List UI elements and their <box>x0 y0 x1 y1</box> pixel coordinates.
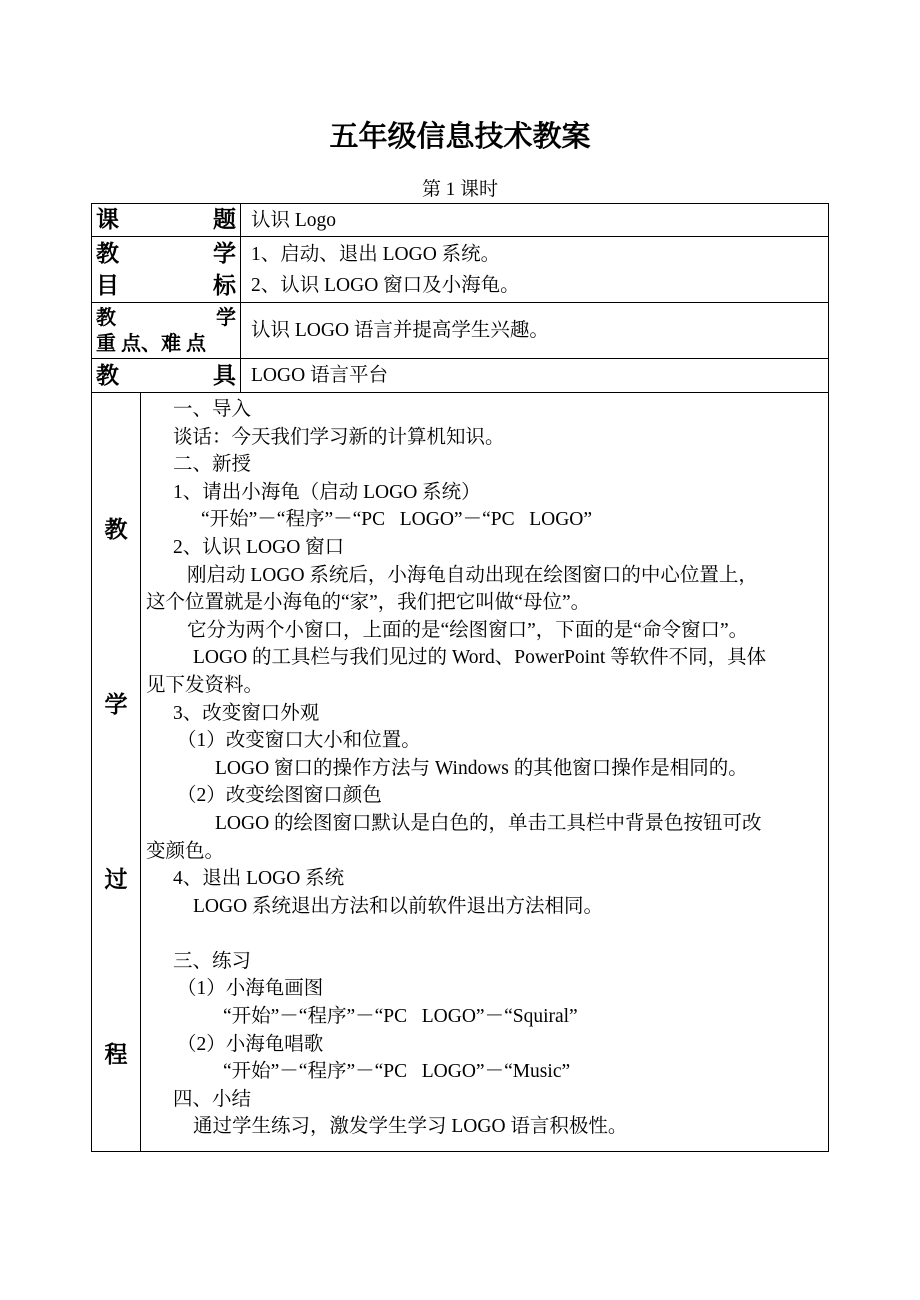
topic-value: 认识 Logo <box>241 204 829 237</box>
process-line: （2）改变绘图窗口颜色 <box>177 785 382 807</box>
process-line: 4、退出 LOGO 系统 <box>173 868 345 890</box>
tools-row <box>92 359 829 393</box>
process-line: LOGO 窗口的操作方法与 Windows 的其他窗口操作是相同的。 <box>215 757 748 779</box>
topic-label <box>92 204 241 237</box>
process-cell <box>92 393 829 1152</box>
label-char: 具 <box>213 362 236 388</box>
label-char: 过 <box>104 867 128 892</box>
lesson-number: 第 1 课时 <box>421 179 498 200</box>
label-char: 题 <box>213 207 236 232</box>
process-line: LOGO 的工具栏与我们见过的 Word、PowerPoint 等软件不同，具体 <box>193 647 767 669</box>
process-line: 变颜色。 <box>146 840 225 862</box>
process-line: 刚启动 LOGO 系统后，小海龟自动出现在绘图窗口的中心位置上， <box>187 564 758 586</box>
process-label <box>92 393 141 1151</box>
goals-value <box>241 237 829 303</box>
process-line: 3、改变窗口外观 <box>173 702 320 724</box>
process-line: （1）改变窗口大小和位置。 <box>177 730 421 752</box>
topic-row <box>92 204 829 237</box>
process-line: 四、小结 <box>173 1088 252 1110</box>
process-line: （2）小海龟唱歌 <box>177 1033 324 1055</box>
label-char: 教 <box>104 517 128 542</box>
label-char: 程 <box>104 1042 128 1067</box>
process-line: 这个位置就是小海龟的“家”，我们把它叫做“母位”。 <box>146 592 591 614</box>
process-line: （1）小海龟画图 <box>177 978 324 1000</box>
process-line: LOGO 的绘图窗口默认是白色的，单击工具栏中背景色按钮可改 <box>215 812 762 834</box>
label-char: 目 <box>96 272 119 298</box>
process-line: 二、新授 <box>173 454 252 476</box>
process-line: 1、请出小海龟（启动 LOGO 系统） <box>173 481 481 503</box>
process-line: 见下发资料。 <box>146 674 264 696</box>
label-char: 标 <box>213 272 236 298</box>
tools-label <box>92 359 241 393</box>
process-row <box>92 393 829 1152</box>
label-char: 课 <box>96 207 119 232</box>
process-line: 三、练习 <box>173 950 252 972</box>
label-char: 教 <box>96 240 119 266</box>
process-line: 一、导入 <box>173 399 252 420</box>
key-points-label <box>92 303 241 359</box>
tools-value: LOGO 语言平台 <box>241 359 829 393</box>
key-points-value: 认识 LOGO 语言并提高学生兴趣。 <box>241 303 829 359</box>
process-line: “开始”－“程序”－“PC LOGO”－“Squiral” <box>223 1006 578 1028</box>
document-title: 五年级信息技术教案 <box>329 121 591 153</box>
process-line: 它分为两个小窗口，上面的是“绘图窗口”，下面的是“命令窗口”。 <box>187 619 749 641</box>
process-content <box>141 396 828 1141</box>
process-line: 2、认识 LOGO 窗口 <box>173 536 345 558</box>
goal-item: 2、认识 LOGO 窗口及小海龟。 <box>251 274 520 296</box>
label-char: 学 <box>104 692 128 717</box>
goal-item: 1、启动、退出 LOGO 系统。 <box>251 243 501 265</box>
process-line: “开始”－“程序”－“PC LOGO”－“Music” <box>223 1061 571 1083</box>
label-char: 教 <box>96 362 119 388</box>
process-line: “开始”－“程序”－“PC LOGO”－“PC LOGO” <box>201 509 593 531</box>
label-text: 重 点、难 点 <box>96 332 206 355</box>
goals-row <box>92 237 829 303</box>
label-char: 教 <box>96 306 116 329</box>
label-char: 学 <box>213 240 236 266</box>
process-line: 通过学生练习，激发学生学习 LOGO 语言积极性。 <box>193 1116 628 1138</box>
process-line: 谈话：今天我们学习新的计算机知识。 <box>173 426 505 448</box>
goals-label <box>92 237 241 303</box>
process-line: LOGO 系统退出方法和以前软件退出方法相同。 <box>193 895 604 917</box>
label-char: 学 <box>216 306 236 329</box>
lesson-plan-table <box>91 203 829 1152</box>
key-points-row <box>92 303 829 359</box>
process-line <box>141 920 828 948</box>
